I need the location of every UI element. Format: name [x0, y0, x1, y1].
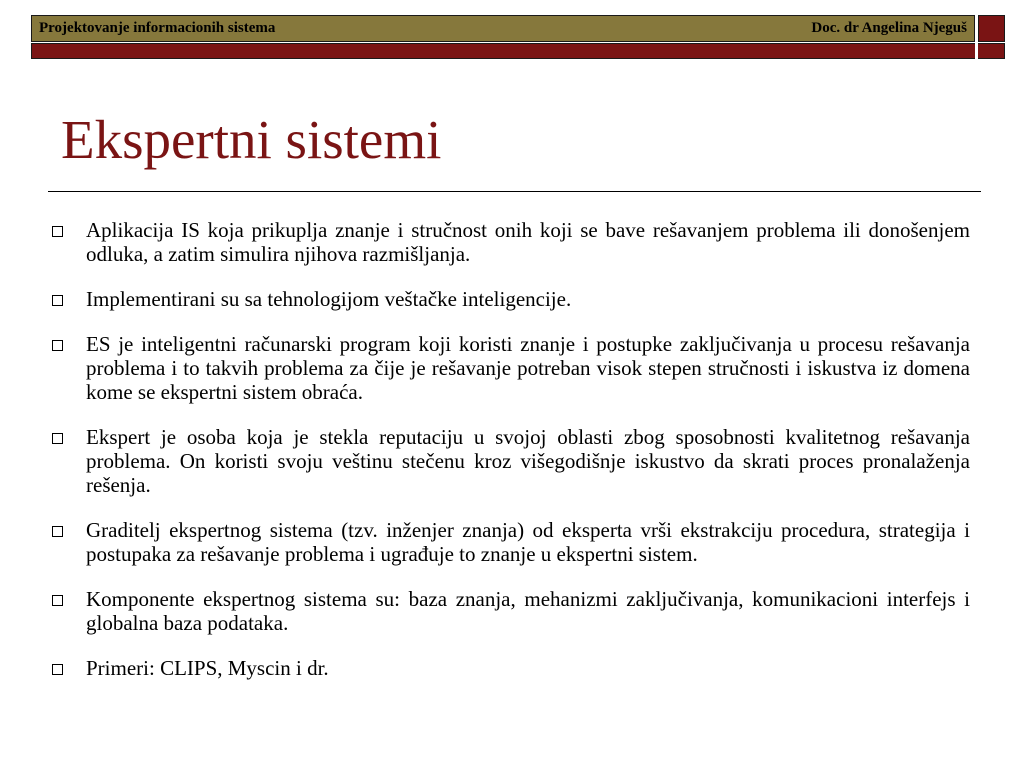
bullet-item	[48, 518, 970, 566]
hollow-square-icon	[52, 526, 63, 537]
author-name: Doc. dr Angelina Njeguš	[811, 20, 967, 36]
header-bar-gap	[975, 43, 978, 59]
course-title: Projektovanje informacionih sistema	[39, 20, 276, 36]
bullet-text: Graditelj ekspertnog sistema (tzv. inženjer znanja) od eksperta vrši ekstrakciju procedura, strategija i postupaka za rešavanje problema i ugrađuje to znanje u ekspertni sistem.	[86, 518, 970, 566]
header-accent-bar	[31, 43, 1005, 59]
bullet-item	[48, 218, 970, 266]
bullet-item	[48, 332, 970, 404]
bullet-list	[48, 218, 970, 701]
hollow-square-icon	[52, 295, 63, 306]
slide-title: Ekspertni sistemi	[61, 109, 442, 170]
hollow-square-icon	[52, 664, 63, 675]
hollow-square-icon	[52, 595, 63, 606]
bullet-text: ES je inteligentni računarski program koji koristi znanje i postupke zaključivanja u procesu rešavanja problema i to takvih problema za čije je rešavanje potreban visok stepen stručnosti i iskustva iz domena kome se ekspertni sistem obraća.	[86, 332, 970, 404]
hollow-square-icon	[52, 340, 63, 351]
hollow-square-icon	[52, 433, 63, 444]
bullet-item	[48, 287, 970, 311]
header-accent-square	[978, 15, 1005, 42]
hollow-square-icon	[52, 226, 63, 237]
bullet-item	[48, 656, 970, 680]
bullet-text: Ekspert je osoba koja je stekla reputaciju u svojoj oblasti zbog sposobnosti kvalitetnog rešavanja problema. On koristi svoju veštinu stečenu kroz višegodišnje iskustvo da skrati proces pronalaženja rešenja.	[86, 425, 970, 497]
bullet-text: Komponente ekspertnog sistema su: baza znanja, mehanizmi zaključivanja, komunikacioni interfejs i globalna baza podataka.	[86, 587, 970, 635]
header-band	[31, 15, 975, 42]
bullet-text: Implementirani su sa tehnologijom veštačke inteligencije.	[86, 287, 572, 311]
bullet-text: Aplikacija IS koja prikuplja znanje i stručnost onih koji se bave rešavanjem problema ili donošenjem odluka, a zatim simulira njihova razmišljanja.	[86, 218, 970, 266]
title-divider	[48, 191, 981, 192]
bullet-item	[48, 425, 970, 497]
bullet-item	[48, 587, 970, 635]
bullet-text: Primeri: CLIPS, Myscin i dr.	[86, 656, 329, 680]
